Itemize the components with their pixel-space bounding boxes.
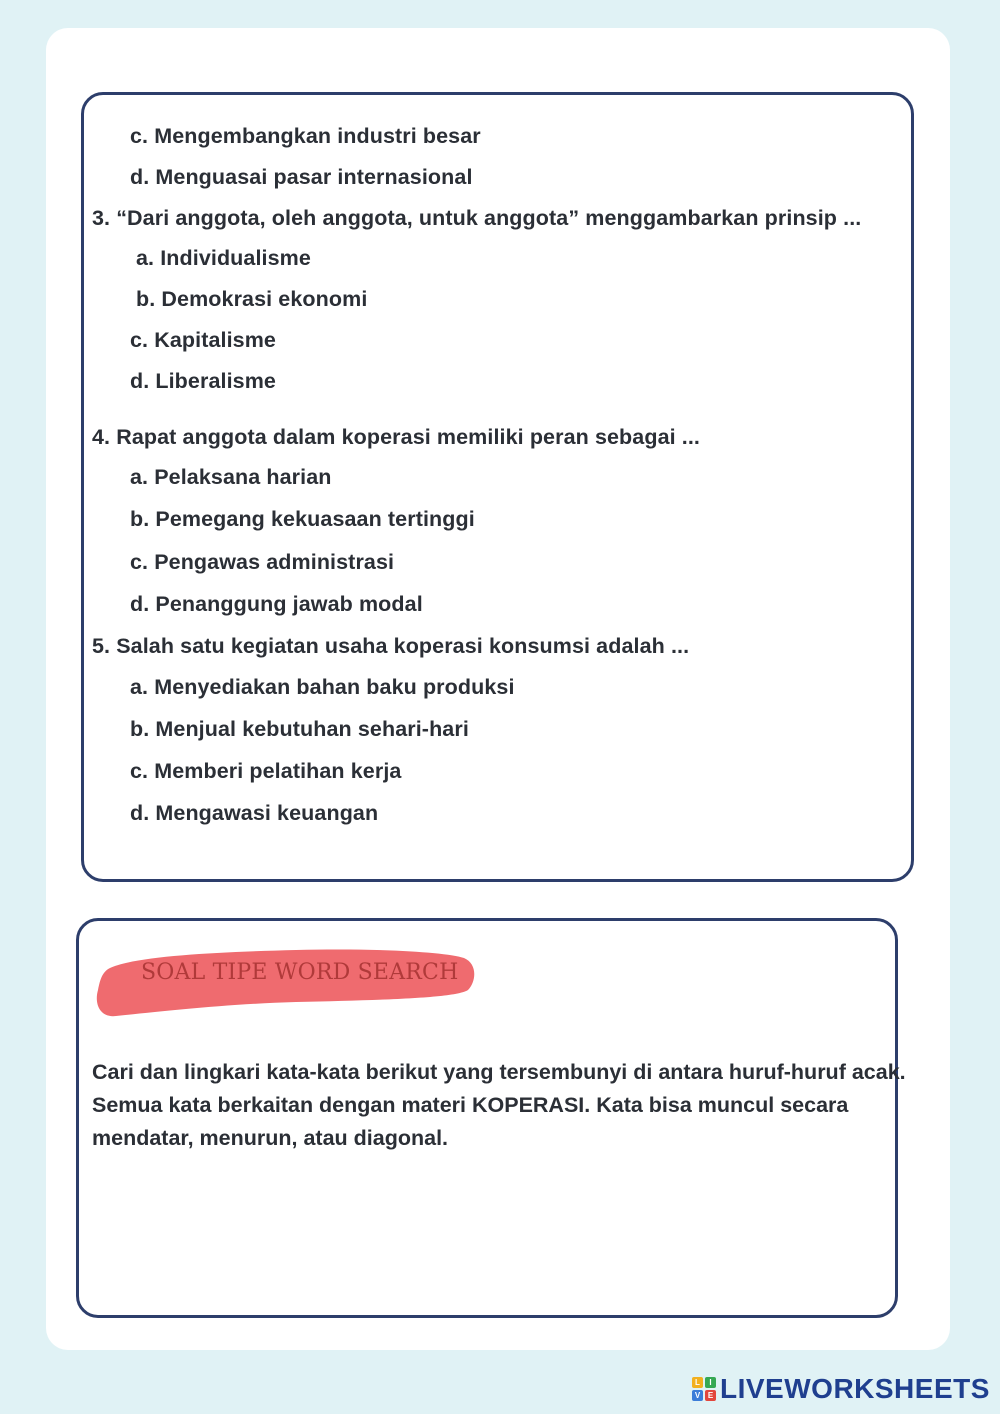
question-4: 4. Rapat anggota dalam koperasi memiliki peran sebagai ...	[92, 425, 701, 449]
option-a-q4: a. Pelaksana harian	[130, 465, 332, 489]
section-banner	[96, 946, 476, 1018]
option-d-q4: d. Penanggung jawab modal	[130, 592, 423, 616]
option-a-q3: a. Individualisme	[136, 246, 311, 270]
option-d-q5: d. Mengawasi keuangan	[130, 801, 379, 825]
option-c-q4: c. Pengawas administrasi	[130, 550, 395, 574]
option-b-q5: b. Menjual kebutuhan sehari-hari	[130, 717, 469, 741]
option-c-q3: c. Kapitalisme	[130, 328, 276, 352]
question-5: 5. Salah satu kegiatan usaha koperasi konsumsi adalah ...	[92, 634, 690, 658]
option-c-q5: c. Memberi pelatihan kerja	[130, 759, 402, 783]
brand-name: LIVEWORKSHEETS	[720, 1373, 990, 1404]
option-d-q3: d. Liberalisme	[130, 369, 276, 393]
option-c-q2: c. Mengembangkan industri besar	[130, 124, 481, 148]
banner-title: SOAL TIPE WORD SEARCH	[141, 960, 459, 985]
footer-brand	[692, 1372, 990, 1406]
option-b-q3: b. Demokrasi ekonomi	[136, 287, 368, 311]
option-a-q5: a. Menyediakan bahan baku produksi	[130, 675, 515, 699]
instructions-text: Cari dan lingkari kata-kata berikut yang tersembunyi di antara huruf-huruf acak. Semua kata berkaitan dengan materi KOPERASI. Kata bisa muncul secara mendatar, menurun, atau diagonal.	[92, 1060, 906, 1150]
liveworksheets-logo-icon: L I V E	[692, 1377, 716, 1401]
option-b-q4: b. Pemegang kekuasaan tertinggi	[130, 507, 475, 531]
option-d-q2: d. Menguasai pasar internasional	[130, 165, 473, 189]
question-3: 3. “Dari anggota, oleh anggota, untuk anggota” menggambarkan prinsip ...	[92, 206, 862, 230]
